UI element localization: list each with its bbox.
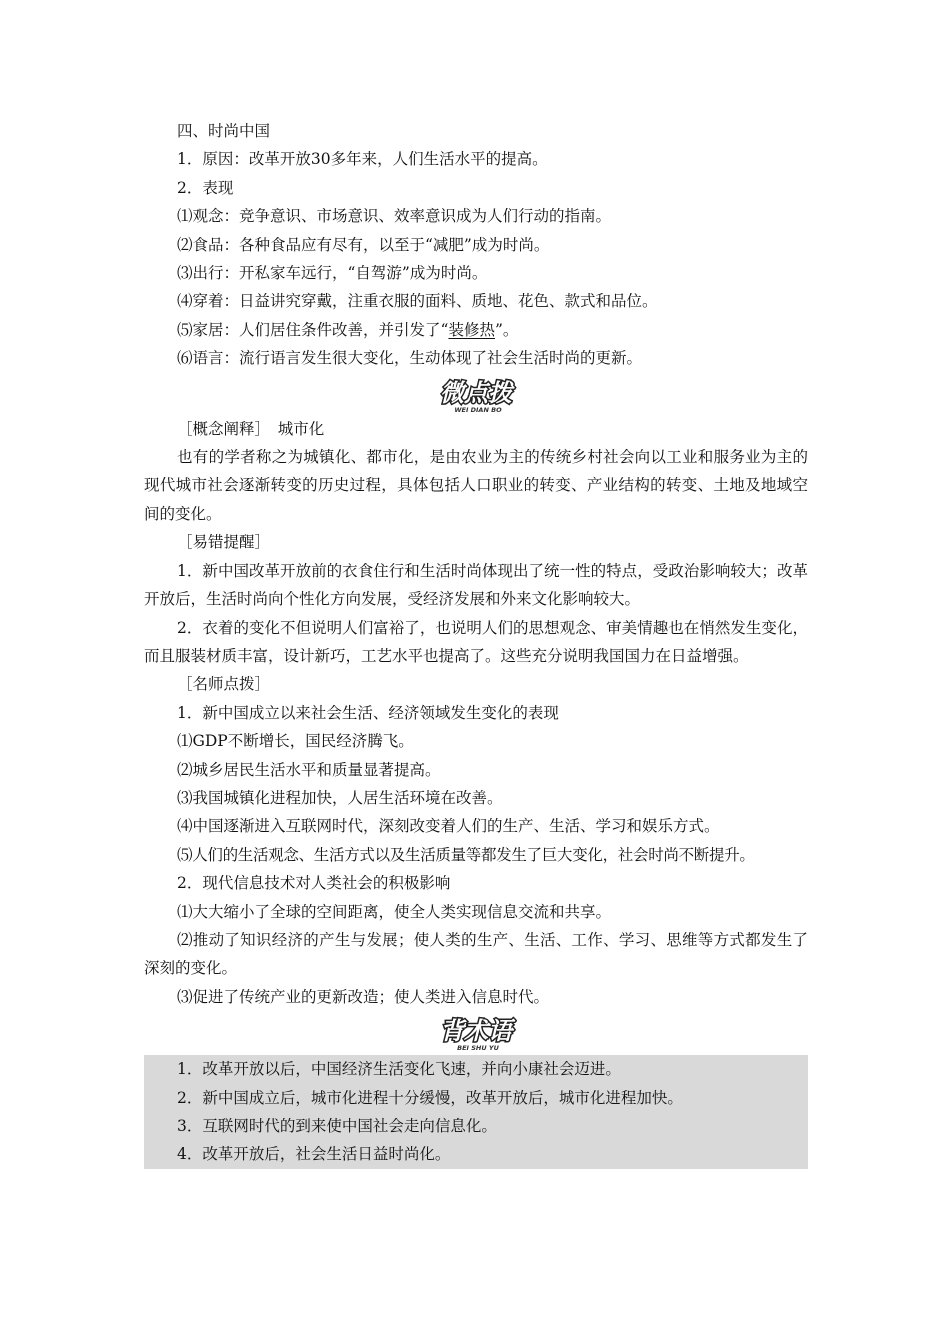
summary-box	[144, 1055, 808, 1169]
logo1-main: 微点拨	[440, 377, 512, 407]
biaoxian-heading: 2．表现	[177, 178, 234, 197]
summary-item-2: 2．新中国成立后，城市化进程十分缓慢，改革开放后，城市化进程加快。	[177, 1088, 683, 1107]
beishuyu-logo-graphic	[421, 1013, 531, 1053]
item-home	[144, 316, 808, 344]
weidianbo-logo	[144, 373, 808, 415]
mistake-item-1: 1．新中国改革开放前的衣食住行和生活时尚体现出了统一性的特点，受政治影响较大；改革开放后，生活时尚向个性化方向发展，受经济发展和外来文化影响较大。	[144, 561, 808, 609]
weidianbo-logo-graphic	[421, 375, 531, 415]
summary-item-4: 4．改革开放后，社会生活日益时尚化。	[177, 1145, 451, 1164]
item-clothing: ⑷穿着：日益讲究穿戴，注重衣服的面料、质地、花色、款式和品位。	[177, 292, 658, 311]
teacher-list1-item-4: ⑷中国逐渐进入互联网时代，深刻改变着人们的生产、生活、学习和娱乐方式。	[177, 817, 720, 836]
teacher-heading-1: 1．新中国成立以来社会生活、经济领域发生变化的表现	[177, 703, 559, 722]
summary-item-3: 3．互联网时代的到来使中国社会走向信息化。	[177, 1117, 497, 1135]
mistakes-label: ［易错提醒］	[177, 533, 271, 552]
logo2-main: 背术语	[440, 1016, 512, 1046]
logo1-sub: WEI DIAN BO	[454, 405, 502, 414]
teacher-list1-item-3: ⑶我国城镇化进程加快，人居生活环境在改善。	[177, 788, 503, 807]
item-travel: ⑶出行：开私家车远行，“自驾游”成为时尚。	[177, 264, 488, 283]
item-food: ⑵食品：各种食品应有尽有，以至于“减肥”成为时尚。	[177, 235, 550, 254]
section-title: 四、时尚中国	[177, 122, 271, 140]
teacher-list2-item-3: ⑶促进了传统产业的更新改造；使人类进入信息时代。	[177, 987, 550, 1006]
concept-label: ［概念阐释］ 城市化	[177, 419, 325, 438]
summary-item-1: 1．改革开放以后，中国经济生活变化飞速，并向小康社会迈进。	[177, 1060, 621, 1079]
teacher-list2-item-1: ⑴大大缩小了全球的空间距离，使全人类实现信息交流和共享。	[177, 902, 612, 921]
mistake-item-2: 2．衣着的变化不但说明人们富裕了，也说明人们的思想观念、审美情趣也在悄然发生变化，而且服装材质丰富，设计新巧，工艺水平也提高了。这些充分说明我国国力在日益增强。	[144, 618, 808, 665]
logo2-sub: BEI SHU YU	[457, 1044, 499, 1053]
content-column	[144, 117, 808, 1169]
beishuyu-logo	[144, 1011, 808, 1053]
home-prefix: ⑸家居：人们居住条件改善，并引发了“	[177, 320, 449, 339]
reason-line: 1．原因：改革开放30多年来，人们生活水平的提高。	[177, 150, 548, 169]
home-underlined: 装修热	[448, 320, 495, 339]
teacher-label: ［名师点拨］	[177, 675, 271, 694]
teacher-list1-item-5: ⑸人们的生活观念、生活方式以及生活质量等都发生了巨大变化，社会时尚不断提升。	[177, 845, 755, 864]
item-language: ⑹语言：流行语言发生很大变化，生动体现了社会生活时尚的更新。	[177, 349, 643, 368]
concept-text: 也有的学者称之为城镇化、都市化，是由农业为主的传统乡村社会向以工业和服务业为主的现代城市社会逐渐转变的历史过程，具体包括人口职业的转变、产业结构的转变、土地及地域空间的变化。	[144, 448, 808, 523]
teacher-list2-item-2: ⑵推动了知识经济的产生与发展；使人类的生产、生活、工作、学习、思维等方式都发生了深刻的变化。	[144, 930, 808, 978]
home-suffix: ”。	[494, 320, 519, 339]
item-concept: ⑴观念：竞争意识、市场意识、效率意识成为人们行动的指南。	[177, 207, 612, 226]
teacher-list1-item-1: ⑴GDP不断增长，国民经济腾飞。	[177, 732, 414, 751]
teacher-list1-item-2: ⑵城乡居民生活水平和质量显著提高。	[177, 760, 441, 779]
teacher-heading-2: 2．现代信息技术对人类社会的积极影响	[177, 874, 451, 893]
